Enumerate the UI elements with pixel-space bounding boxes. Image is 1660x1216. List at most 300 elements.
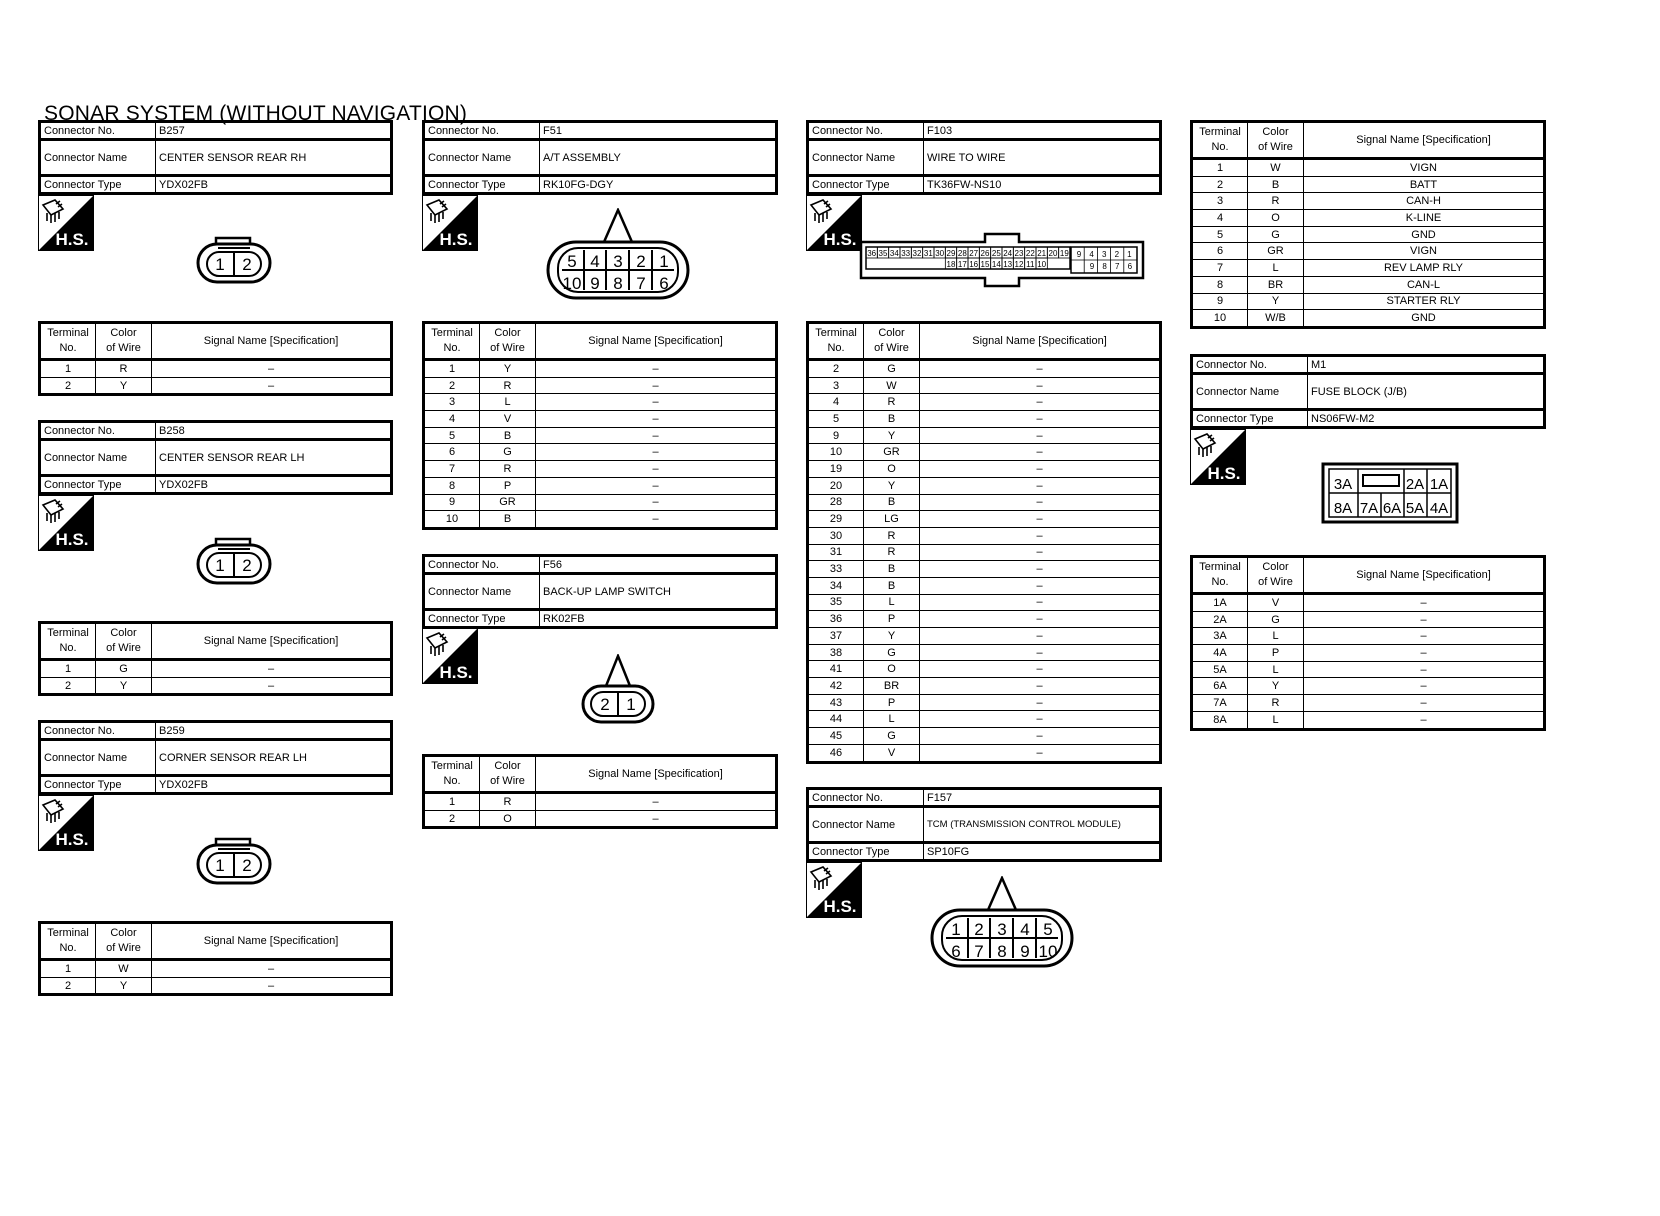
wire-color: L — [1248, 260, 1304, 277]
table-row — [1192, 293, 1545, 310]
pin-label: 6A — [1382, 500, 1402, 517]
pin-label: 17 — [957, 260, 967, 269]
hs-harness-side-icon — [422, 628, 478, 684]
connector-no: B259 — [156, 722, 392, 740]
connector-type: NS06FW-M2 — [1308, 410, 1545, 428]
terminal-table-m1: Terminal No. Color of Wire Signal Name [Specification] 1A V – 2A G – 3A L – 4A P – 5A L – 6A Y – 7A R – 8A L – — [1190, 555, 1546, 731]
terminal-no: 6 — [424, 444, 480, 461]
table-row — [424, 494, 777, 511]
table-row — [808, 427, 1161, 444]
connector-no: F56 — [540, 556, 777, 574]
table-row — [808, 744, 1161, 762]
pin-label: 2 — [636, 252, 646, 271]
terminal-table-f51: Terminal No. Color of Wire Signal Name [Specification] 1 Y – 2 R – 3 L – 4 V – 5 B – 6 G – 7 R – 8 P – 9 GR – 10 B – — [422, 321, 778, 530]
terminal-table-b259: Terminal No. Color of Wire Signal Name [Specification] 1 W – 2 Y – — [38, 921, 393, 996]
pin-label: 5 — [567, 252, 577, 271]
signal-name: REV LAMP RLY — [1304, 260, 1545, 277]
col-terminal: Terminal No. — [40, 323, 96, 360]
signal-name: – — [1304, 661, 1545, 678]
pin-label: 3 — [1101, 250, 1107, 259]
signal-name: – — [920, 678, 1161, 695]
connector-no: B258 — [156, 422, 392, 440]
pin-label: 26 — [980, 249, 990, 258]
terminal-no: 43 — [808, 694, 864, 711]
connector-type: TK36FW-NS10 — [924, 176, 1161, 194]
signal-name: – — [920, 377, 1161, 394]
wire-color: Y — [480, 360, 536, 378]
table-row — [424, 427, 777, 444]
table-row — [424, 793, 777, 811]
terminal-no: 7 — [424, 461, 480, 478]
connector-name: TCM (TRANSMISSION CONTROL MODULE) — [924, 807, 1161, 843]
signal-name: – — [920, 527, 1161, 544]
table-row: 1 G – — [40, 660, 392, 678]
table-row: 1 W – — [40, 960, 392, 978]
signal-name: – — [920, 544, 1161, 561]
pin-label: 1 — [659, 252, 669, 271]
pin-label: 27 — [969, 249, 979, 258]
pin-label: 25 — [991, 249, 1001, 258]
wire-color: Y — [864, 427, 920, 444]
table-row — [1192, 260, 1545, 277]
pin-label: 31 — [923, 249, 933, 258]
connector-header-f103: Connector No. F103 Connector Name WIRE TO WIRE Connector Type TK36FW-NS10 — [806, 120, 1162, 195]
pin-label: 6 — [659, 274, 669, 293]
terminal-no: 1 — [424, 793, 480, 811]
terminal-no: 29 — [808, 511, 864, 528]
connector-header-f51: Connector No. F51 Connector Name A/T ASSEMBLY Connector Type RK10FG-DGY — [422, 120, 778, 195]
signal-name: – — [536, 427, 777, 444]
connector-header-f157: Connector No. F157 Connector Name TCM (TRANSMISSION CONTROL MODULE) Connector Type SP10FG — [806, 787, 1162, 862]
wire-color: Y — [864, 477, 920, 494]
table-row — [1192, 628, 1545, 645]
terminal-no: 36 — [808, 611, 864, 628]
signal-name: – — [536, 377, 777, 394]
table-row — [808, 694, 1161, 711]
table-row — [808, 494, 1161, 511]
hs-harness-side-icon — [38, 195, 94, 251]
terminal-no: 3 — [1192, 193, 1248, 210]
connector-face-f56 — [581, 654, 655, 724]
connector-name: FUSE BLOCK (J/B) — [1308, 374, 1545, 410]
wire-color: L — [480, 394, 536, 411]
table-row: 2 Y – — [40, 977, 392, 995]
wire-color: BR — [864, 678, 920, 695]
wire-color: V — [1248, 594, 1304, 612]
pin-label: 29 — [946, 249, 956, 258]
terminal-no: 2 — [1192, 176, 1248, 193]
table-row — [1192, 210, 1545, 227]
pin-label: 4A — [1429, 500, 1449, 517]
table-row: 2 Y – — [40, 677, 392, 695]
terminal-no: 20 — [808, 477, 864, 494]
hs-harness-side-icon — [38, 495, 94, 551]
pin-1: 1 — [215, 556, 225, 575]
signal-name: VIGN — [1304, 243, 1545, 260]
pin-label: 10 — [562, 274, 582, 293]
pin-label: 1 — [1127, 250, 1132, 259]
pin-label: 2A — [1405, 476, 1425, 493]
table-row — [808, 527, 1161, 544]
pin-label: 16 — [969, 260, 979, 269]
terminal-no: 19 — [808, 461, 864, 478]
label-connector-name: Connector Name — [40, 140, 156, 176]
table-row — [808, 394, 1161, 411]
hs-harness-side-icon — [806, 862, 862, 918]
pin-label: 6 — [1127, 262, 1133, 271]
connector-name: CORNER SENSOR REAR LH — [156, 740, 392, 776]
pin-label: 6 — [951, 942, 961, 961]
pin-label: 8 — [1102, 262, 1107, 271]
terminal-no: 41 — [808, 661, 864, 678]
wire-color: Y — [1248, 678, 1304, 695]
terminal-no: 4 — [808, 394, 864, 411]
pin-label: 5A — [1405, 500, 1425, 517]
pin-label: 9 — [1089, 262, 1095, 271]
table-row — [1192, 176, 1545, 193]
table-row — [1192, 243, 1545, 260]
pin-label: 30 — [935, 249, 945, 258]
terminal-no: 7 — [1192, 260, 1248, 277]
signal-name: – — [920, 427, 1161, 444]
table-row — [808, 461, 1161, 478]
signal-name: – — [920, 594, 1161, 611]
connector-face-f157 — [930, 876, 1076, 968]
terminal-no: 3 — [424, 394, 480, 411]
terminal-no: 45 — [808, 728, 864, 745]
pin-label: 33 — [901, 249, 911, 258]
wire-color: G — [864, 644, 920, 661]
wire-color: LG — [864, 511, 920, 528]
pin-label: 32 — [912, 249, 922, 258]
connector-type: SP10FG — [924, 843, 1161, 861]
wire-color: O — [1248, 210, 1304, 227]
wire-color: W — [864, 377, 920, 394]
page-title: SONAR SYSTEM (WITHOUT NAVIGATION) — [44, 102, 468, 125]
table-row — [808, 561, 1161, 578]
wire-color: Y — [864, 628, 920, 645]
pin-label: 7 — [636, 274, 646, 293]
pin-2: 2 — [600, 695, 610, 714]
terminal-no: 34 — [808, 577, 864, 594]
signal-name: – — [536, 477, 777, 494]
wire-color: R — [480, 461, 536, 478]
table-row — [424, 810, 777, 828]
signal-name: – — [1304, 611, 1545, 628]
table-row — [808, 644, 1161, 661]
pin-1: 1 — [626, 695, 636, 714]
connector-no: F157 — [924, 789, 1161, 807]
signal-name: – — [536, 793, 777, 811]
connector-name: BACK-UP LAMP SWITCH — [540, 574, 777, 610]
wire-color: W/B — [1248, 310, 1304, 328]
table-row — [424, 411, 777, 428]
signal-name: – — [536, 444, 777, 461]
terminal-no: 37 — [808, 628, 864, 645]
wire-color: B — [864, 561, 920, 578]
connector-name: WIRE TO WIRE — [924, 140, 1161, 176]
label-connector-type: Connector Type — [40, 176, 156, 194]
hs-harness-side-icon — [806, 195, 862, 251]
pin-label: 9 — [1020, 942, 1030, 961]
terminal-no: 2A — [1192, 611, 1248, 628]
pin-label: 9 — [1076, 250, 1082, 259]
table-row — [808, 411, 1161, 428]
pin-label: 12 — [1014, 260, 1024, 269]
connector-header-b259: Connector No. B259 Connector Name CORNER SENSOR REAR LH Connector Type YDX02FB — [38, 720, 393, 795]
pin-label: 2 — [974, 920, 984, 939]
signal-name: – — [920, 644, 1161, 661]
wire-color: G — [1248, 226, 1304, 243]
signal-name: – — [920, 444, 1161, 461]
connector-header-m1: Connector No. M1 Connector Name FUSE BLOCK (J/B) Connector Type NS06FW-M2 — [1190, 354, 1546, 429]
wire-color: P — [864, 611, 920, 628]
table-row — [1192, 310, 1545, 328]
pin-2: 2 — [242, 556, 252, 575]
signal-name: – — [920, 628, 1161, 645]
pin-label: 10 — [1038, 942, 1058, 961]
terminal-no: 4 — [1192, 210, 1248, 227]
terminal-no: 9 — [424, 494, 480, 511]
signal-name: – — [1304, 695, 1545, 712]
table-row — [1192, 226, 1545, 243]
terminal-no: 46 — [808, 744, 864, 762]
col-signal: Signal Name [Specification] — [152, 323, 392, 360]
wire-color: B — [480, 511, 536, 529]
table-row — [1192, 276, 1545, 293]
signal-name: – — [536, 394, 777, 411]
terminal-no: 30 — [808, 527, 864, 544]
wire-color: O — [864, 461, 920, 478]
hs-harness-side-icon — [1190, 429, 1246, 485]
terminal-no: 44 — [808, 711, 864, 728]
signal-name: GND — [1304, 226, 1545, 243]
terminal-no: 8A — [1192, 711, 1248, 729]
terminal-no: 2 — [424, 810, 480, 828]
table-row — [1192, 594, 1545, 612]
signal-name: – — [920, 461, 1161, 478]
signal-name: – — [920, 744, 1161, 762]
pin-label: 8A — [1333, 500, 1353, 517]
pin-label: 9 — [590, 274, 600, 293]
wire-color: B — [864, 494, 920, 511]
wire-color: BR — [1248, 276, 1304, 293]
table-row — [424, 511, 777, 529]
terminal-table-f56: Terminal No. Color of Wire Signal Name [Specification] 1 R – 2 O – — [422, 754, 778, 829]
signal-name: – — [536, 494, 777, 511]
pin-label: 11 — [1026, 260, 1035, 269]
table-row — [424, 477, 777, 494]
table-row — [808, 711, 1161, 728]
signal-name: – — [920, 611, 1161, 628]
table-row — [808, 678, 1161, 695]
pin-label: 21 — [1037, 249, 1047, 258]
terminal-no: 8 — [1192, 276, 1248, 293]
table-row: 2 Y – — [40, 377, 392, 395]
connector-type: YDX02FB — [156, 176, 392, 194]
terminal-table-f103: Terminal No. Color of Wire Signal Name [Specification] 2 G – 3 W – 4 R – 5 B – 9 Y – 10 GR – 19 O – 20 Y – 28 B – 29 LG – 30 R – 31 R – 33 B – 34 B – 35 L – 36 P – 37 Y – 38 G – 41 O – 42 BR – 43 P – 44 L – 45 G – 46 V – — [806, 321, 1162, 764]
connector-header-b258: Connector No. B258 Connector Name CENTER SENSOR REAR LH Connector Type YDX02FB — [38, 420, 393, 495]
terminal-no: 10 — [808, 444, 864, 461]
signal-name: GND — [1304, 310, 1545, 328]
signal-name: BATT — [1304, 176, 1545, 193]
connector-name: CENTER SENSOR REAR RH — [156, 140, 392, 176]
wire-color: O — [480, 810, 536, 828]
connector-face-m1 — [1321, 460, 1459, 526]
wire-color: R — [1248, 695, 1304, 712]
terminal-no: 3A — [1192, 628, 1248, 645]
terminal-no: 9 — [808, 427, 864, 444]
terminal-no: 5A — [1192, 661, 1248, 678]
wire-color: R — [864, 527, 920, 544]
wire-color: G — [864, 360, 920, 378]
signal-name: – — [1304, 645, 1545, 662]
pin-label: 23 — [1014, 249, 1024, 258]
connector-name: CENTER SENSOR REAR LH — [156, 440, 392, 476]
signal-name: – — [1304, 711, 1545, 729]
pin-label: 8 — [997, 942, 1007, 961]
pin-label: 15 — [980, 260, 990, 269]
table-row — [424, 461, 777, 478]
pin-label: 1A — [1429, 476, 1449, 493]
wire-color: Y — [1248, 293, 1304, 310]
signal-name: – — [536, 461, 777, 478]
wire-color: G — [864, 728, 920, 745]
signal-name: K-LINE — [1304, 210, 1545, 227]
signal-name: VIGN — [1304, 159, 1545, 177]
signal-name: CAN-L — [1304, 276, 1545, 293]
pin-label: 18 — [946, 260, 956, 269]
wire-color: R — [480, 793, 536, 811]
signal-name: CAN-H — [1304, 193, 1545, 210]
pin-label: 8 — [613, 274, 623, 293]
signal-name: – — [920, 711, 1161, 728]
wire-color: R — [480, 377, 536, 394]
pin-label: 4 — [1020, 920, 1030, 939]
connector-type: YDX02FB — [156, 476, 392, 494]
signal-name: – — [920, 561, 1161, 578]
wire-color: P — [1248, 645, 1304, 662]
table-row: 1 R – — [40, 360, 392, 378]
terminal-no: 6 — [1192, 243, 1248, 260]
pin-2: 2 — [242, 255, 252, 274]
terminal-no: 2 — [808, 360, 864, 378]
signal-name: – — [920, 661, 1161, 678]
pin-label: 7 — [1114, 262, 1120, 271]
table-row — [424, 444, 777, 461]
pin-label: 20 — [1048, 249, 1058, 258]
connector-face-b257 — [196, 236, 272, 284]
wire-color: B — [1248, 176, 1304, 193]
wire-color: GR — [864, 444, 920, 461]
connector-type: RK10FG-DGY — [540, 176, 777, 194]
terminal-table-b258: Terminal No. Color of Wire Signal Name [Specification] 1 G – 2 Y – — [38, 621, 393, 696]
terminal-table-b257 — [38, 321, 393, 396]
wire-color: W — [1248, 159, 1304, 177]
wire-color: L — [864, 594, 920, 611]
terminal-no: 1 — [1192, 159, 1248, 177]
signal-name: STARTER RLY — [1304, 293, 1545, 310]
pin-label: 2 — [1114, 250, 1120, 259]
pin-label: 13 — [1003, 260, 1013, 269]
signal-name: – — [920, 360, 1161, 378]
table-row — [1192, 611, 1545, 628]
signal-name: – — [536, 411, 777, 428]
wire-color: B — [864, 577, 920, 594]
connector-name: A/T ASSEMBLY — [540, 140, 777, 176]
signal-name: – — [536, 511, 777, 529]
table-row — [424, 377, 777, 394]
pin-1: 1 — [215, 856, 225, 875]
table-row — [808, 477, 1161, 494]
wire-color: P — [480, 477, 536, 494]
terminal-no: 5 — [424, 427, 480, 444]
connector-type: YDX02FB — [156, 776, 392, 794]
pin-1: 1 — [215, 255, 225, 274]
wire-color: B — [864, 411, 920, 428]
wire-color: GR — [1248, 243, 1304, 260]
terminal-no: 2 — [424, 377, 480, 394]
wire-color: G — [1248, 611, 1304, 628]
wire-color: R — [864, 394, 920, 411]
pin-label: 4 — [1089, 250, 1094, 259]
signal-name: – — [920, 694, 1161, 711]
terminal-no: 4A — [1192, 645, 1248, 662]
pin-label: 19 — [1059, 249, 1069, 258]
table-row — [808, 544, 1161, 561]
table-row — [808, 360, 1161, 378]
table-row — [424, 394, 777, 411]
signal-name: – — [1304, 594, 1545, 612]
terminal-no: 1A — [1192, 594, 1248, 612]
table-row — [808, 444, 1161, 461]
table-row — [1192, 695, 1545, 712]
pin-label: 24 — [1003, 249, 1013, 258]
hs-harness-side-icon — [38, 795, 94, 851]
pin-2: 2 — [242, 856, 252, 875]
col-color: Color of Wire — [96, 323, 152, 360]
wire-color: L — [1248, 661, 1304, 678]
pin-label: 7 — [974, 942, 984, 961]
wire-color: L — [1248, 628, 1304, 645]
terminal-no: 8 — [424, 477, 480, 494]
hs-harness-side-icon — [422, 195, 478, 251]
terminal-no: 5 — [1192, 226, 1248, 243]
terminal-no: 10 — [424, 511, 480, 529]
table-row — [808, 628, 1161, 645]
terminal-no: 3 — [808, 377, 864, 394]
pin-label: 3 — [997, 920, 1007, 939]
wire-color: B — [480, 427, 536, 444]
connector-type: RK02FB — [540, 610, 777, 628]
connector-face-f51 — [546, 208, 690, 300]
connector-no: B257 — [156, 122, 392, 140]
pin-label: 28 — [957, 249, 967, 258]
connector-header-b257 — [38, 120, 393, 195]
terminal-no: 5 — [808, 411, 864, 428]
table-row — [424, 360, 777, 378]
pin-label: 35 — [878, 249, 888, 258]
signal-name: – — [1304, 678, 1545, 695]
terminal-no: 38 — [808, 644, 864, 661]
signal-name: – — [920, 511, 1161, 528]
table-row — [808, 661, 1161, 678]
terminal-no: 10 — [1192, 310, 1248, 328]
connector-no: F51 — [540, 122, 777, 140]
signal-name: – — [536, 810, 777, 828]
pin-label: 3A — [1333, 476, 1353, 493]
table-row — [1192, 645, 1545, 662]
